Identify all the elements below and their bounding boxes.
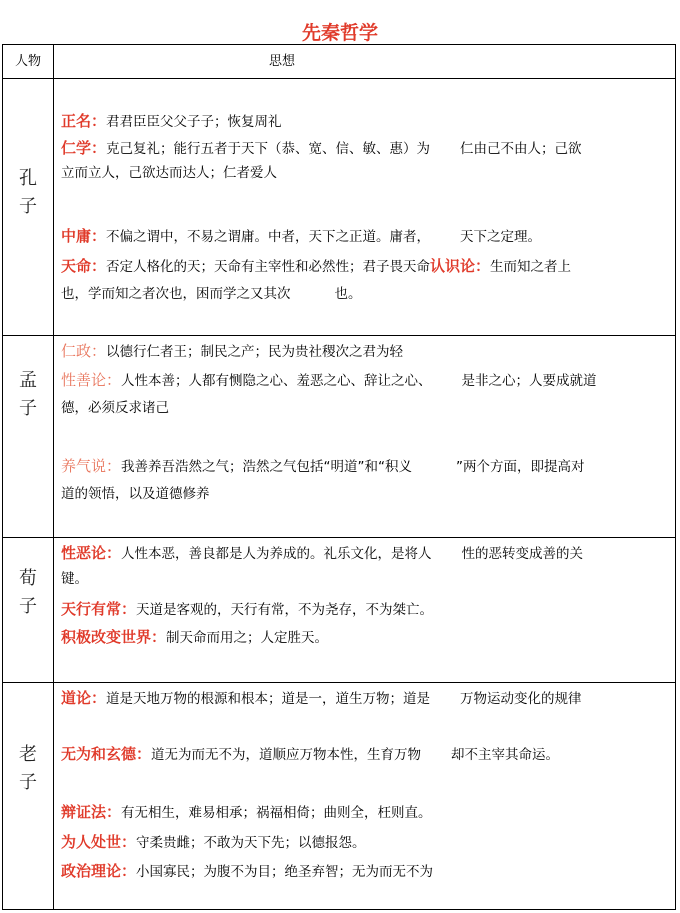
kw-tianxing: 天行有常：: [61, 600, 137, 618]
header-person: 人物: [14, 54, 41, 69]
kw-wuwei: 无为和玄德：: [61, 745, 152, 763]
thought-mengzi: 仁政：以德行仁者王；制民之产；民为贵社稷次之君为轻 性善论：人性本善；人都有恻隐之心、羞恶之心、辞让之心、 是非之心；人要成就道 德，必须反求诸己 养气说：我善养吾浩然之气；浩然之气包括“明道”和“积义 ”两个方面，即提高对 道的领悟，以及道德修养: [61, 342, 597, 502]
kw-zhongyong: 中庸：: [61, 227, 107, 245]
kw-xingshan: 性善论：: [61, 371, 122, 389]
thought-xunzi: 性恶论：人性本恶，善良都是人为养成的。礼乐文化，是将人 性的恶转变成善的关 键。 天行有常：天道是客观的，天行有常，不为尧存，不为桀亡。 积极改变世界：制天命而用之；人定胜天。: [61, 544, 584, 646]
kw-chushi: 为人处世：: [61, 833, 137, 851]
philosophy-table: [2, 44, 676, 910]
kw-jiji: 积极改变世界：: [61, 628, 167, 646]
kw-zhengming: 正名：: [61, 112, 107, 130]
kw-renxue: 仁学：: [61, 139, 107, 157]
kw-tianming: 天命：: [61, 257, 107, 275]
header-thought: 思想: [269, 54, 296, 69]
page-title: 先秦哲学: [301, 22, 378, 44]
thought-kongzi: 正名：君君臣臣父父子子；恢复周礼 仁学：克己复礼；能行五者于天下（恭、宽、信、敏、惠）为 仁由己不由人；己欲 立而立人，己欲达而达人；仁者爱人 中庸：不偏之谓中，不易之谓庸。中者，天下之正道。庸者， 天下之定理。 天命：否定人格化的天；天命有主宰性和必然性；君子畏天命认识论：生而知之者上 也，学而知之者次也，困而学之又其次 也。: [61, 112, 582, 302]
kw-renshi: 认识论：: [430, 257, 491, 275]
column-divider: [53, 45, 54, 909]
person-laozi: 老 子: [19, 744, 37, 793]
thought-laozi: 道论：道是天地万物的根源和根本；道是一，道生万物；道是 万物运动变化的规律 无为和玄德：道无为而无不为，道顺应万物本性，生育万物 却不主宰其命运。 辩证法：有无相生，难易相承；祸福相倚；曲则全，枉则直。 为人处世：守柔贵雌；不敢为天下先；以德报怨。 政治理论：小国寡民；为腹不为目；绝圣弃智；无为而无不为: [61, 689, 582, 880]
kw-daolun: 道论：: [61, 689, 107, 707]
person-xunzi: 荀 子: [19, 568, 37, 617]
kw-xinge: 性恶论：: [61, 544, 122, 562]
person-kongzi: 孔 子: [19, 168, 37, 217]
kw-yangqi: 养气说：: [61, 457, 122, 475]
kw-zhengzhi: 政治理论：: [61, 862, 137, 880]
kw-bianzheng: 辩证法：: [61, 803, 122, 821]
person-mengzi: 孟 子: [19, 370, 37, 419]
kw-renzheng: 仁政：: [61, 342, 107, 360]
